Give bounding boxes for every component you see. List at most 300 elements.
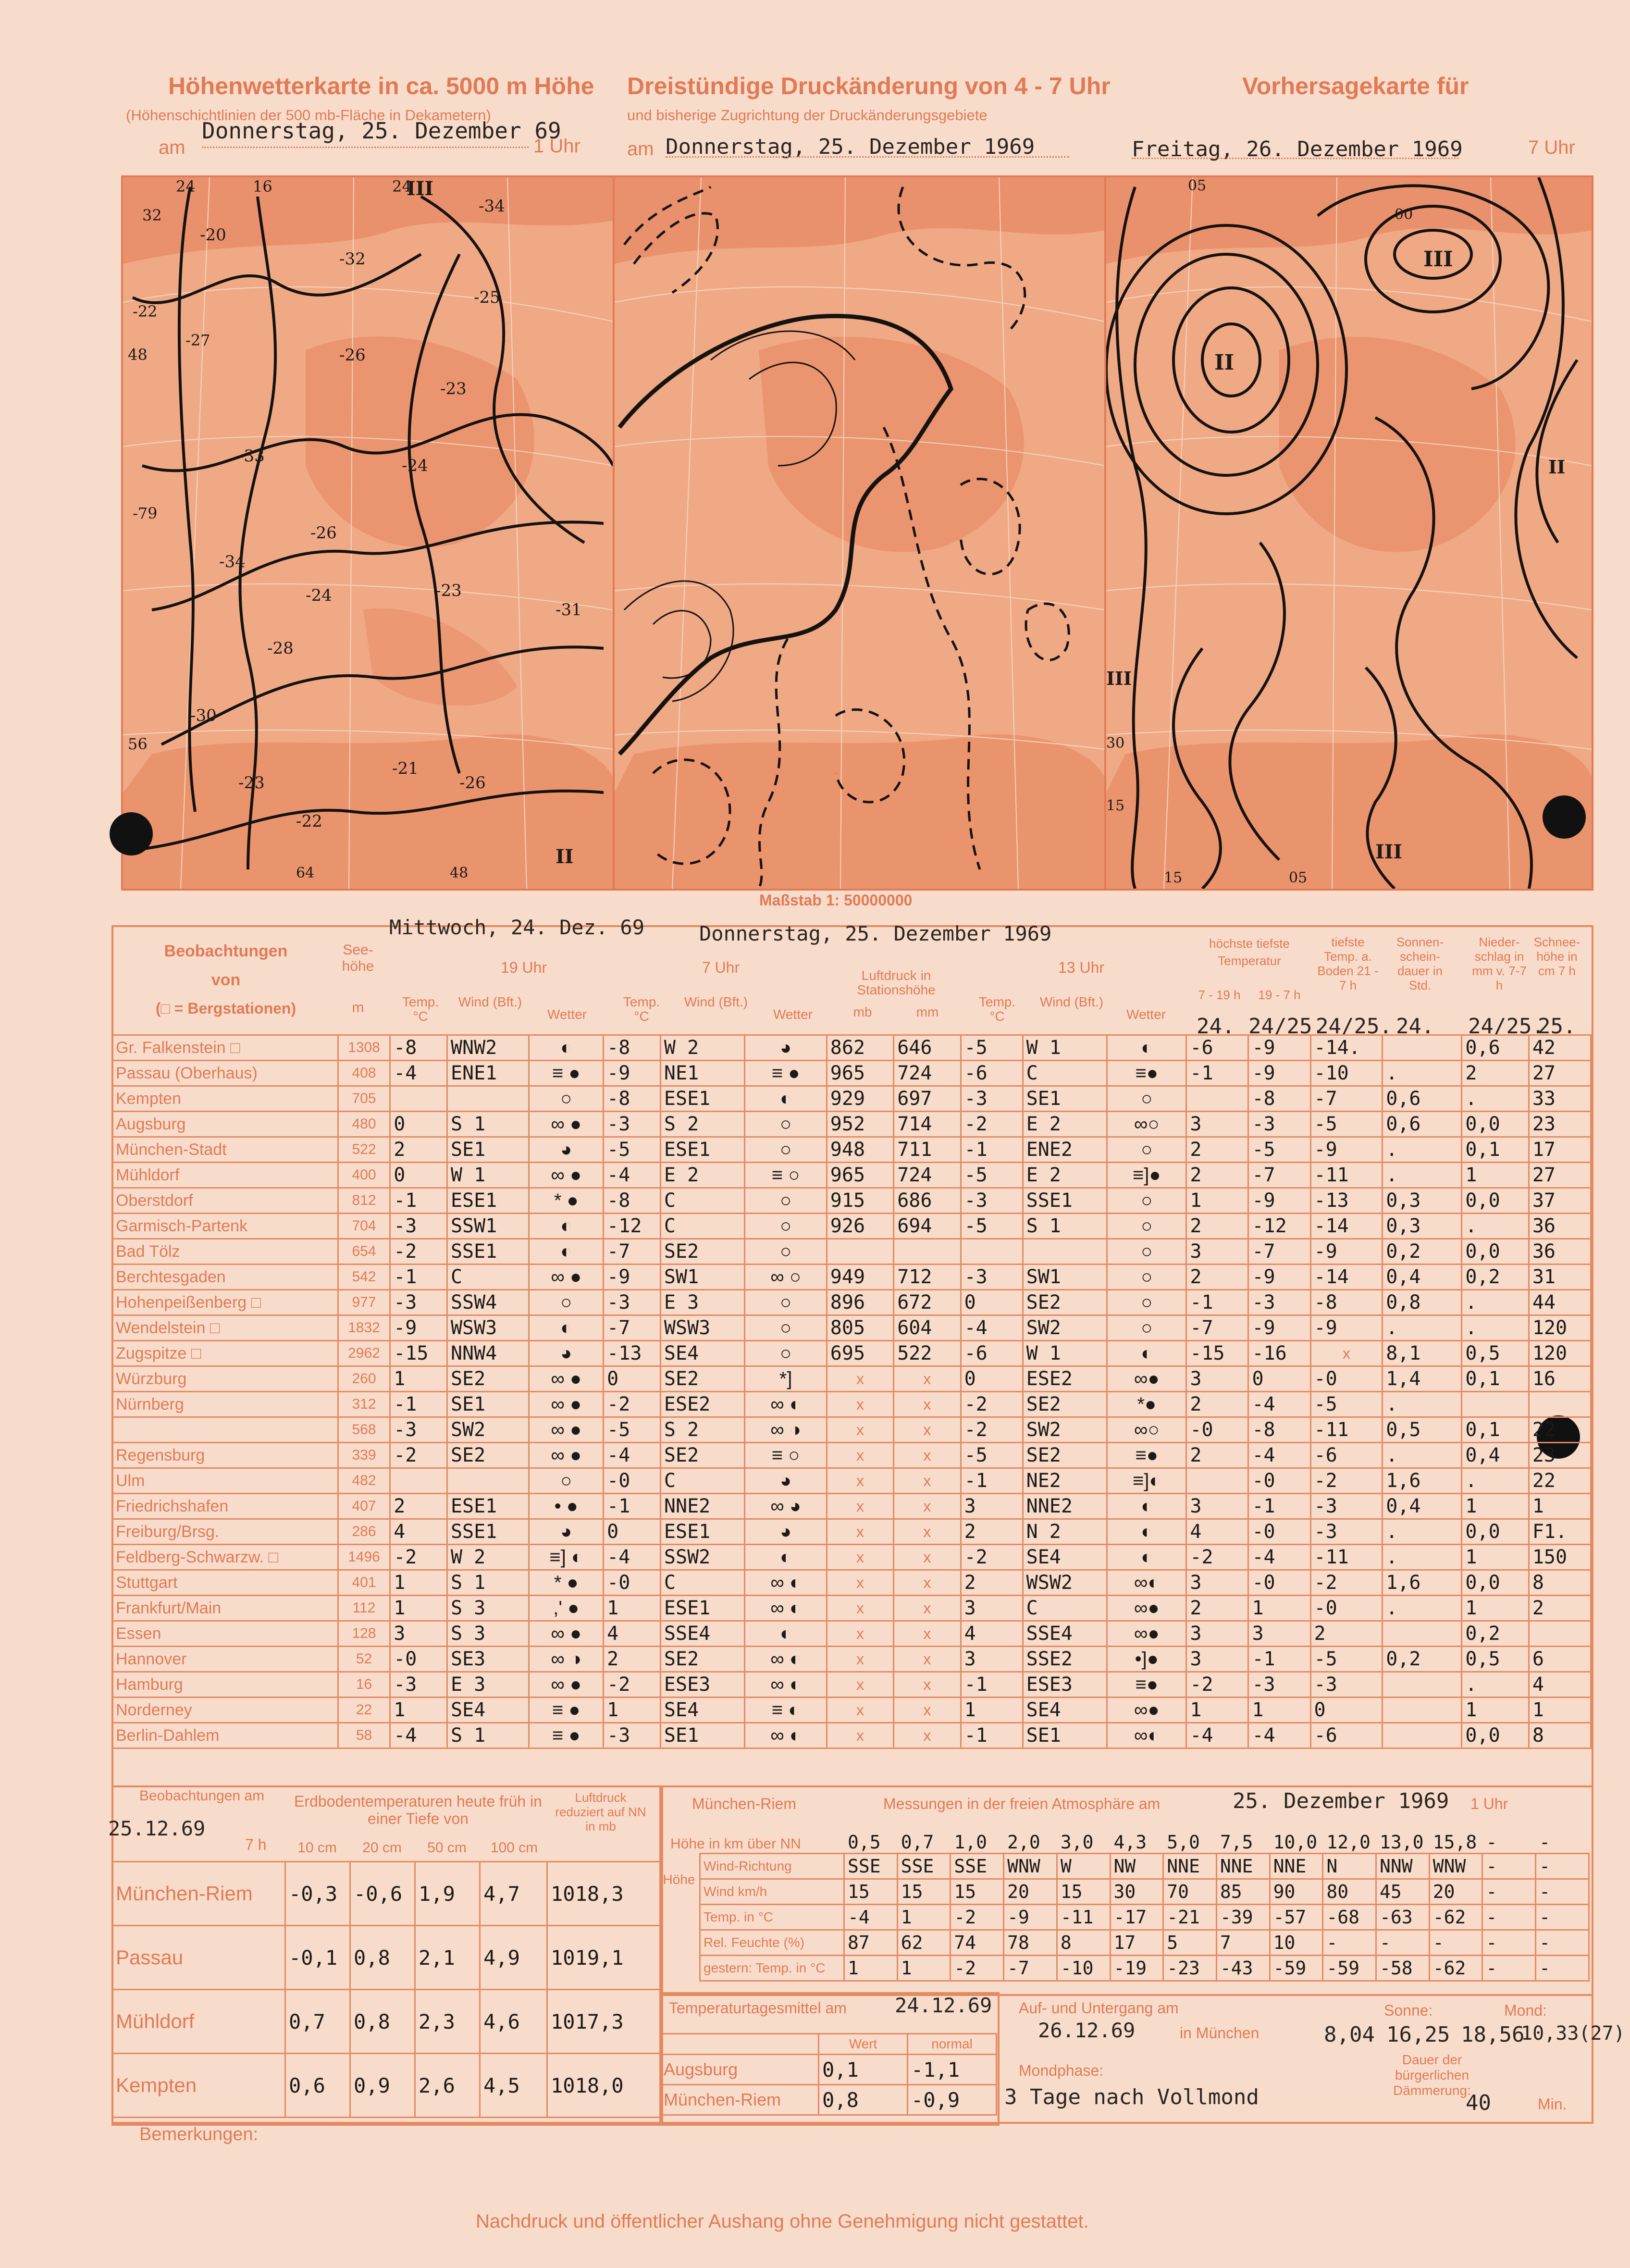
cell-t7: -8 (604, 1188, 661, 1214)
upper-air-value: -4 (844, 1905, 898, 1930)
table-row (112, 1163, 1591, 1188)
table-row (112, 1621, 1591, 1647)
cell-x7: *] (745, 1366, 827, 1392)
header-mb: mb (853, 1004, 872, 1019)
cell-mm: 522 (894, 1341, 961, 1366)
cell-nie: 0,0 (1462, 1112, 1529, 1137)
soil-cell-p: 1018,3 (547, 1862, 660, 1926)
cell-mm: 724 (894, 1061, 961, 1086)
cell-mm: x (894, 1392, 961, 1417)
tmittel-cell-w: 0,1 (819, 2055, 908, 2085)
tmittel-cell-name: München-Riem (660, 2085, 819, 2115)
cell-sch: 16 (1529, 1366, 1591, 1392)
cell-mb: x (827, 1545, 893, 1570)
cell-min: -1 (1248, 1494, 1310, 1519)
upper-air-value: - (1482, 1854, 1536, 1879)
table-row (112, 1061, 1591, 1086)
cell-h: 482 (338, 1468, 390, 1494)
cell-name: Augsburg (112, 1112, 338, 1137)
moon-phase: 3 Tage nach Vollmond (1004, 2085, 1259, 2109)
map-label: -23 (238, 773, 265, 793)
cell-son: 0,8 (1383, 1290, 1462, 1315)
cell-w19 (447, 1468, 529, 1494)
cell-mm: x (894, 1366, 961, 1392)
table-row (112, 1596, 1591, 1621)
cell-max: 1 (1186, 1188, 1248, 1214)
soil-cell-name: München-Riem (112, 1862, 285, 1926)
sun-label: Sonne: (1384, 2002, 1433, 2019)
cell-max: -4 (1186, 1723, 1248, 1748)
cell-t13: -3 (961, 1264, 1023, 1290)
map-label: -24 (306, 586, 332, 605)
cell-w13: NE2 (1023, 1468, 1107, 1494)
cell-x7: ∞ ◐ (745, 1570, 827, 1596)
cell-sch: 36 (1529, 1239, 1591, 1264)
cell-son: . (1383, 1163, 1462, 1188)
cell-w19: S 3 (447, 1596, 529, 1621)
cell-x19: ≡ ● (529, 1698, 604, 1723)
cell-bod: -11 (1310, 1163, 1383, 1188)
cell-t7: 0 (604, 1366, 661, 1392)
cell-min: -4 (1248, 1443, 1310, 1468)
upper-air-am-label: am (159, 137, 185, 158)
sun-moon-place: in München (1180, 2024, 1260, 2042)
cell-w13: ESE2 (1023, 1366, 1107, 1392)
cell-x19: ◐ (529, 1214, 604, 1239)
cell-t13: 0 (961, 1290, 1023, 1315)
cell-max: 2 (1186, 1264, 1248, 1290)
height-row-label: Höhe in km über NN (670, 1836, 801, 1852)
cell-mb: x (827, 1417, 893, 1443)
height-value: - (1539, 1832, 1551, 1853)
cell-x19: ≡] ◐ (529, 1545, 604, 1570)
cell-max: 2 (1186, 1214, 1248, 1239)
cell-t19: -1 (390, 1392, 447, 1417)
punch-hole (110, 812, 153, 855)
cell-min: 0 (1248, 1366, 1310, 1392)
cell-max: 3 (1186, 1647, 1248, 1672)
upper-air-row (700, 1854, 1589, 1879)
remarks-label: Bemerkungen: (139, 2124, 259, 2144)
cell-w7: SSW2 (660, 1545, 745, 1570)
cell-son: 1,6 (1383, 1468, 1462, 1494)
map-label: 15 (1164, 869, 1183, 886)
cell-min: -1 (1248, 1647, 1310, 1672)
cell-sch: 120 (1529, 1341, 1591, 1366)
cell-nie: 1 (1462, 1545, 1529, 1570)
forecast-map (1104, 175, 1593, 891)
cell-w19: W 1 (447, 1163, 529, 1188)
height-value: 10,0 (1273, 1832, 1318, 1853)
cell-w7: E 3 (660, 1290, 745, 1315)
cell-w7: NE1 (660, 1061, 745, 1086)
map-label: 24 (176, 177, 196, 196)
upper-air-value: - (1536, 1854, 1589, 1879)
cell-w13: W 1 (1023, 1035, 1107, 1061)
cell-son: . (1383, 1137, 1462, 1163)
cell-h: 1308 (338, 1035, 390, 1061)
cell-max: -1 (1186, 1290, 1248, 1315)
cell-h: 2962 (338, 1341, 390, 1366)
cell-x19: ∞ ● (529, 1264, 604, 1290)
cell-bod: -2 (1310, 1468, 1383, 1494)
map-scale: Maßstab 1: 50000000 (759, 892, 913, 909)
upper-air-value: 15 (1057, 1879, 1110, 1905)
cell-w13: E 2 (1023, 1112, 1107, 1137)
cell-mb (827, 1239, 893, 1264)
cell-bod: -3 (1310, 1672, 1383, 1698)
cell-t19: 1 (390, 1570, 447, 1596)
cell-t19: 1 (390, 1366, 447, 1392)
table-row (112, 1468, 1591, 1494)
cell-min: 1 (1248, 1698, 1310, 1723)
map-label: -22 (133, 302, 158, 321)
cell-son: . (1383, 1315, 1462, 1341)
cell-sch: 27 (1529, 1163, 1591, 1188)
cell-sch: 6 (1529, 1647, 1591, 1672)
cell-mm: 714 (894, 1112, 961, 1137)
cell-max: 2 (1186, 1137, 1248, 1163)
cell-bod: -14 (1310, 1264, 1383, 1290)
cell-t19: -1 (390, 1264, 447, 1290)
cell-sch: 4 (1529, 1672, 1591, 1698)
twilight-label: Dauer der bürgerlichen Dämmerung: (1393, 2052, 1471, 2098)
cell-bod: -2 (1310, 1570, 1383, 1596)
forecast-time: 7 Uhr (1528, 137, 1575, 158)
cell-t19: 2 (390, 1494, 447, 1519)
cell-x13: ◐ (1107, 1545, 1186, 1570)
depth-100: 100 cm (490, 1840, 538, 1856)
table-row (112, 1723, 1591, 1748)
upper-air-time: 1 Uhr (533, 136, 580, 157)
cell-x19: ∞ ◑ (529, 1647, 604, 1672)
upper-air-value: -19 (1110, 1956, 1163, 1981)
cell-sch (1529, 1621, 1591, 1647)
soil-cell-p: 1017,3 (547, 1990, 660, 2054)
height-value: 3,0 (1060, 1832, 1094, 1853)
cell-h: 22 (338, 1698, 390, 1723)
cell-w19: SE2 (447, 1443, 529, 1468)
cell-x7: ≡ ○ (745, 1443, 827, 1468)
cell-x7: ○ (745, 1137, 827, 1163)
col-height-unit: m (352, 1000, 364, 1016)
cell-x13: ≡]◐ (1107, 1468, 1186, 1494)
cell-x19: ◕ (529, 1519, 604, 1545)
height-row (843, 1830, 1590, 1854)
cell-son: . (1383, 1392, 1462, 1417)
upper-air-value: 20 (1004, 1879, 1057, 1905)
cell-name: Garmisch-Partenk (112, 1214, 338, 1239)
soil-cell-name: Mühldorf (112, 1990, 285, 2054)
cell-t19: -2 (390, 1443, 447, 1468)
soil-cell-name: Kempten (112, 2054, 285, 2118)
map-label: 24 (392, 177, 412, 196)
cell-t13: 2 (961, 1570, 1023, 1596)
cell-t19: 4 (390, 1519, 447, 1545)
upper-air-value: SSE (897, 1854, 951, 1879)
cell-t13: -1 (961, 1672, 1023, 1698)
cell-w19: SE2 (447, 1366, 529, 1392)
upper-air-value: 8 (1057, 1930, 1110, 1956)
cell-h: 339 (338, 1443, 390, 1468)
cell-x7: ◐ (745, 1621, 827, 1647)
table-row (112, 1290, 1591, 1315)
pressure-change-map-title: Dreistündige Druckänderung von 4 - 7 Uhr (627, 73, 1111, 99)
cell-mb: x (827, 1723, 893, 1748)
upper-air-meas-date: 25. Dezember 1969 (1233, 1789, 1449, 1813)
soil-cell-p: 1018,0 (547, 2054, 660, 2118)
cell-h: 705 (338, 1086, 390, 1112)
cell-name: Kempten (112, 1086, 338, 1112)
cell-son (1383, 1672, 1462, 1698)
cell-x13: ○ (1107, 1239, 1186, 1264)
cell-w7: S 2 (660, 1417, 745, 1443)
cell-t19: -15 (390, 1341, 447, 1366)
upper-air-value: 7 (1216, 1930, 1270, 1956)
cell-mm: 697 (894, 1086, 961, 1112)
cell-x19: • ● (529, 1494, 604, 1519)
cell-mm: x (894, 1519, 961, 1545)
cell-x13: ◐ (1107, 1519, 1186, 1545)
cell-w7: SW1 (660, 1264, 745, 1290)
table-row (112, 1545, 1591, 1570)
cell-mb: 915 (827, 1188, 893, 1214)
cell-w13: ESE3 (1023, 1672, 1107, 1698)
cell-max: -0 (1186, 1417, 1248, 1443)
date-24-a: 24. (1197, 1014, 1235, 1039)
cell-t13: 3 (961, 1596, 1023, 1621)
cell-bod: -3 (1310, 1519, 1383, 1545)
cell-mb: 695 (827, 1341, 893, 1366)
cell-t7: -5 (604, 1417, 661, 1443)
upper-air-value: 62 (897, 1930, 951, 1956)
cell-h: 401 (338, 1570, 390, 1596)
cell-t19: -3 (390, 1290, 447, 1315)
map-low-symbol: III (1375, 841, 1403, 863)
soil-cell-p: 1019,1 (547, 1926, 660, 1990)
cell-x13: ○ (1107, 1264, 1186, 1290)
cell-min: -3 (1248, 1290, 1310, 1315)
soil-subtitle: Erdbodentemperaturen heute früh in einer Tiefe von (294, 1793, 542, 1827)
soil-cell-a: 0,7 (285, 1990, 350, 2054)
cell-x7: ≡ ● (745, 1061, 827, 1086)
soil-cell-d: 4,7 (480, 1862, 547, 1926)
cell-x7: ≡ ○ (745, 1163, 827, 1188)
cell-x19: ∞ ● (529, 1443, 604, 1468)
cell-min: -4 (1248, 1392, 1310, 1417)
cell-t19: -4 (390, 1723, 447, 1748)
upper-air-value: 45 (1376, 1879, 1430, 1905)
cell-x7: ◕ (745, 1519, 827, 1545)
cell-sch: 8 (1529, 1570, 1591, 1596)
upper-air-date: Donnerstag, 25. Dezember 69 (202, 118, 561, 144)
upper-air-value: -2 (951, 1956, 1004, 1981)
cell-min: -0 (1248, 1570, 1310, 1596)
table-row (112, 1926, 660, 1990)
cell-mm: x (894, 1698, 961, 1723)
header-temp-13: Temp. °C (978, 994, 1016, 1024)
cell-mm: 724 (894, 1163, 961, 1188)
cell-x19: ,' ● (529, 1596, 604, 1621)
height-value: 12,0 (1326, 1832, 1371, 1853)
upper-air-value: -39 (1216, 1905, 1270, 1930)
map-label: 56 (128, 735, 148, 753)
map-label: -26 (310, 523, 337, 543)
cell-x7: ◕ (745, 1035, 827, 1061)
header-wind-19: Wind (Bft.) (458, 994, 522, 1009)
cell-x7: ◕ (745, 1468, 827, 1494)
cell-nie: 0,6 (1462, 1035, 1529, 1061)
map-label: 16 (253, 177, 272, 196)
cell-x19: ○ (529, 1290, 604, 1315)
header-wetter-7: Wetter (773, 1007, 813, 1022)
upper-air-value: -23 (1163, 1956, 1217, 1981)
soil-cell-b: 0,8 (350, 1926, 415, 1990)
cell-mb: x (827, 1570, 893, 1596)
cell-mb: 926 (827, 1214, 893, 1239)
cell-x19: ∞ ● (529, 1112, 604, 1137)
map-label: -22 (296, 812, 322, 831)
cell-w7: S 2 (660, 1112, 745, 1137)
cell-w13: SW2 (1023, 1417, 1107, 1443)
cell-h: 408 (338, 1061, 390, 1086)
observation-table (111, 1034, 1592, 1749)
map-label: 05 (1289, 869, 1308, 886)
tmittel-wert-header: Wert (819, 2034, 908, 2055)
cell-h: 1832 (338, 1315, 390, 1341)
cell-t7: -8 (604, 1086, 661, 1112)
tmittel-normal-header: normal (908, 2034, 997, 2055)
soil-cell-c: 2,6 (415, 2054, 480, 2118)
upper-air-value: - (1536, 1905, 1589, 1930)
cell-t7: -2 (604, 1672, 661, 1698)
cell-t19: -4 (390, 1061, 447, 1086)
height-value: 7,5 (1220, 1832, 1253, 1853)
header-13-uhr: 13 Uhr (1058, 959, 1105, 976)
upper-air-value: -62 (1429, 1956, 1482, 1981)
cell-mm: x (894, 1570, 961, 1596)
cell-h: 112 (338, 1596, 390, 1621)
upper-air-value: NNE (1163, 1854, 1217, 1879)
cell-w13: E 2 (1023, 1163, 1107, 1188)
cell-mm: x (894, 1494, 961, 1519)
cell-mb: x (827, 1443, 893, 1468)
cell-h: 128 (338, 1621, 390, 1647)
cell-x13: ○ (1107, 1188, 1186, 1214)
cell-x13: ∞○ (1107, 1417, 1186, 1443)
soil-obs-title: Beobachtungen am (139, 1788, 265, 1804)
cell-nie: 1 (1462, 1494, 1529, 1519)
cell-w13: SE1 (1023, 1086, 1107, 1112)
cell-w7: NNE2 (660, 1494, 745, 1519)
height-vertical-label: Höhe (663, 1872, 695, 1887)
table-row (112, 1519, 1591, 1545)
soil-cell-b: 0,8 (350, 1990, 415, 2054)
upper-air-value: 85 (1216, 1879, 1270, 1905)
cell-h: 400 (338, 1163, 390, 1188)
cell-sch: 150 (1529, 1545, 1591, 1570)
upper-air-row (700, 1930, 1589, 1956)
cell-t7: 2 (604, 1647, 661, 1672)
upper-air-map (121, 175, 615, 891)
cell-w19: WSW3 (447, 1315, 529, 1341)
depth-50: 50 cm (427, 1840, 467, 1856)
cell-t7: -7 (604, 1239, 661, 1264)
cell-w13: SSE1 (1023, 1188, 1107, 1214)
cell-x7: ○ (745, 1239, 827, 1264)
upper-air-value: 10 (1270, 1930, 1323, 1956)
cell-t7: 1 (604, 1698, 661, 1723)
cell-x19: ∞ ● (529, 1366, 604, 1392)
upper-air-value: -17 (1110, 1905, 1163, 1930)
soil-cell-d: 4,5 (480, 2054, 547, 2118)
cell-w13: N 2 (1023, 1519, 1107, 1545)
cell-name (112, 1417, 338, 1443)
cell-bod: -6 (1310, 1443, 1383, 1468)
map-label: -27 (185, 331, 210, 349)
cell-x7: ∞ ◐ (745, 1723, 827, 1748)
cell-max (1186, 1086, 1248, 1112)
cell-x13: ○ (1107, 1137, 1186, 1163)
cell-bod: -9 (1310, 1315, 1383, 1341)
cell-w7: SSE4 (660, 1621, 745, 1647)
upper-air-value: - (1429, 1930, 1482, 1956)
cell-w19: S 1 (447, 1112, 529, 1137)
date-underline (666, 156, 1069, 158)
header-wind-7: Wind (Bft.) (684, 994, 748, 1009)
map-label: -30 (190, 706, 217, 725)
cell-max: 4 (1186, 1519, 1248, 1545)
cell-w19: ENE1 (447, 1061, 529, 1086)
cell-t19: -3 (390, 1672, 447, 1698)
cell-min: -0 (1248, 1519, 1310, 1545)
upper-air-value: 90 (1270, 1879, 1323, 1905)
cell-name: Ulm (112, 1468, 338, 1494)
cell-w7: ESE1 (660, 1137, 745, 1163)
pressure-change-map-drawing (615, 177, 1105, 889)
cell-t19: -2 (390, 1239, 447, 1264)
tmittel-table (659, 2033, 997, 2116)
cell-t13: 4 (961, 1621, 1023, 1647)
cell-t13: -5 (961, 1443, 1023, 1468)
sun-moon-label: Auf- und Untergang am (1019, 1999, 1179, 2017)
cell-min: -9 (1248, 1061, 1310, 1086)
map-label: -26 (339, 346, 366, 365)
cell-name: Freiburg/Brsg. (112, 1519, 338, 1545)
cell-x13: ≡● (1107, 1443, 1186, 1468)
cell-h: 812 (338, 1188, 390, 1214)
cell-mb: x (827, 1596, 893, 1621)
cell-w13: SW1 (1023, 1264, 1107, 1290)
table-row (660, 2055, 997, 2085)
cell-son (1383, 1035, 1462, 1061)
cell-mb: 862 (827, 1035, 893, 1061)
cell-w7: C (660, 1570, 745, 1596)
map-label: 00 (1395, 206, 1413, 223)
cell-x7: ○ (745, 1112, 827, 1137)
cell-x13: ∞● (1107, 1621, 1186, 1647)
map-low-symbol: III (407, 177, 434, 200)
header-wetter-13: Wetter (1126, 1007, 1166, 1022)
cell-w19: SE1 (447, 1392, 529, 1417)
forecast-map-title: Vorhersagekarte für (1242, 73, 1469, 99)
cell-name: Norderney (112, 1698, 338, 1723)
sunset: 16,25 (1386, 2022, 1450, 2047)
cell-x19: ≡ ● (529, 1061, 604, 1086)
cell-w13: S 1 (1023, 1214, 1107, 1239)
cell-w7: WSW3 (660, 1315, 745, 1341)
header-precip: Nieder-schlag in mm v. 7-7 h (1472, 935, 1527, 992)
